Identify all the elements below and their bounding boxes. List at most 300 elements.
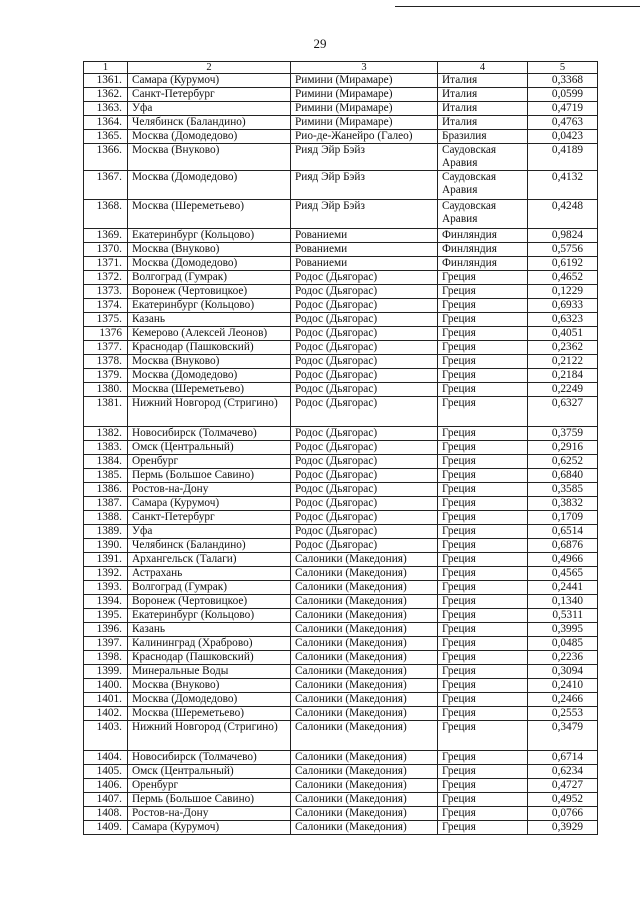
- row-number-cell: 1379.: [84, 369, 128, 383]
- table-row: [84, 483, 598, 497]
- origin-airport-cell: Новосибирск (Толмачево): [128, 427, 291, 441]
- table-row: [84, 116, 598, 130]
- table-row: [84, 679, 598, 693]
- country-cell: Саудовская Аравия: [438, 171, 528, 200]
- destination-airport-cell: Римини (Мирамаре): [291, 116, 438, 130]
- destination-airport-cell: Родос (Дьягорас): [291, 427, 438, 441]
- value-cell: 0,2184: [528, 369, 598, 383]
- origin-airport-cell: Омск (Центральный): [128, 441, 291, 455]
- table-row: [84, 427, 598, 441]
- origin-airport-cell: Екатеринбург (Кольцово): [128, 229, 291, 243]
- country-cell: Греция: [438, 327, 528, 341]
- table-row: [84, 271, 598, 285]
- origin-airport-cell: Москва (Домодедово): [128, 257, 291, 271]
- country-cell: Саудовская Аравия: [438, 144, 528, 171]
- destination-airport-cell: Салоники (Македония): [291, 751, 438, 765]
- table-row: [84, 229, 598, 243]
- origin-airport-cell: Москва (Внуково): [128, 355, 291, 369]
- country-cell: Греция: [438, 553, 528, 567]
- row-number-cell: 1398.: [84, 651, 128, 665]
- table-row: [84, 721, 598, 751]
- country-cell: Греция: [438, 623, 528, 637]
- origin-airport-cell: Уфа: [128, 102, 291, 116]
- origin-airport-cell: Волгоград (Гумрак): [128, 271, 291, 285]
- origin-airport-cell: Санкт-Петербург: [128, 511, 291, 525]
- table-row: [84, 313, 598, 327]
- destination-airport-cell: Салоники (Македония): [291, 595, 438, 609]
- country-cell: Греция: [438, 285, 528, 299]
- destination-airport-cell: Салоники (Македония): [291, 553, 438, 567]
- destination-airport-cell: Салоники (Македония): [291, 693, 438, 707]
- destination-airport-cell: Рованиеми: [291, 243, 438, 257]
- value-cell: 0,3995: [528, 623, 598, 637]
- origin-airport-cell: Москва (Шереметьево): [128, 200, 291, 229]
- value-cell: 0,2441: [528, 581, 598, 595]
- table-row: [84, 693, 598, 707]
- destination-airport-cell: Родос (Дьягорас): [291, 441, 438, 455]
- country-cell: Греция: [438, 483, 528, 497]
- destination-airport-cell: Салоники (Македония): [291, 821, 438, 835]
- country-cell: Бразилия: [438, 130, 528, 144]
- table-row: [84, 511, 598, 525]
- table-header-row: [84, 62, 598, 74]
- value-cell: 0,0599: [528, 88, 598, 102]
- country-cell: Саудовская Аравия: [438, 200, 528, 229]
- table-row: [84, 637, 598, 651]
- country-cell: Греция: [438, 525, 528, 539]
- row-number-cell: 1401.: [84, 693, 128, 707]
- table-row: [84, 102, 598, 116]
- table-row: [84, 623, 598, 637]
- country-cell: Греция: [438, 609, 528, 623]
- value-cell: 0,2553: [528, 707, 598, 721]
- table-row: [84, 369, 598, 383]
- destination-airport-cell: Салоники (Македония): [291, 721, 438, 751]
- column-header: 2: [128, 62, 291, 74]
- origin-airport-cell: Москва (Домодедово): [128, 693, 291, 707]
- value-cell: 0,0766: [528, 807, 598, 821]
- country-cell: Италия: [438, 88, 528, 102]
- table-row: [84, 707, 598, 721]
- value-cell: 0,6323: [528, 313, 598, 327]
- destination-airport-cell: Родос (Дьягорас): [291, 369, 438, 383]
- row-number-cell: 1390.: [84, 539, 128, 553]
- country-cell: Греция: [438, 693, 528, 707]
- value-cell: 0,4051: [528, 327, 598, 341]
- destination-airport-cell: Родос (Дьягорас): [291, 469, 438, 483]
- value-cell: 0,4132: [528, 171, 598, 200]
- table-row: [84, 285, 598, 299]
- row-number-cell: 1384.: [84, 455, 128, 469]
- origin-airport-cell: Екатеринбург (Кольцово): [128, 299, 291, 313]
- value-cell: 0,1340: [528, 595, 598, 609]
- country-cell: Италия: [438, 102, 528, 116]
- origin-airport-cell: Ростов-на-Дону: [128, 483, 291, 497]
- origin-airport-cell: Казань: [128, 623, 291, 637]
- row-number-cell: 1407.: [84, 793, 128, 807]
- row-number-cell: 1370.: [84, 243, 128, 257]
- origin-airport-cell: Волгоград (Гумрак): [128, 581, 291, 595]
- country-cell: Греция: [438, 355, 528, 369]
- origin-airport-cell: Астрахань: [128, 567, 291, 581]
- value-cell: 0,3832: [528, 497, 598, 511]
- value-cell: 0,6327: [528, 397, 598, 427]
- table-row: [84, 144, 598, 171]
- value-cell: 0,4966: [528, 553, 598, 567]
- destination-airport-cell: Салоники (Македония): [291, 707, 438, 721]
- origin-airport-cell: Самара (Курумоч): [128, 821, 291, 835]
- country-cell: Греция: [438, 595, 528, 609]
- country-cell: Греция: [438, 441, 528, 455]
- country-cell: Финляндия: [438, 243, 528, 257]
- row-number-cell: 1363.: [84, 102, 128, 116]
- destination-airport-cell: Салоники (Македония): [291, 609, 438, 623]
- value-cell: 0,3479: [528, 721, 598, 751]
- value-cell: 0,3759: [528, 427, 598, 441]
- row-number-cell: 1409.: [84, 821, 128, 835]
- origin-airport-cell: Ростов-на-Дону: [128, 807, 291, 821]
- origin-airport-cell: Оренбург: [128, 779, 291, 793]
- row-number-cell: 1406.: [84, 779, 128, 793]
- destination-airport-cell: Родос (Дьягорас): [291, 341, 438, 355]
- destination-airport-cell: Салоники (Македония): [291, 679, 438, 693]
- row-number-cell: 1365.: [84, 130, 128, 144]
- value-cell: 0,4565: [528, 567, 598, 581]
- origin-airport-cell: Оренбург: [128, 455, 291, 469]
- country-cell: Греция: [438, 679, 528, 693]
- table-row: [84, 397, 598, 427]
- destination-airport-cell: Салоники (Македония): [291, 637, 438, 651]
- data-table: [83, 61, 598, 835]
- country-cell: Греция: [438, 779, 528, 793]
- table-row: [84, 553, 598, 567]
- row-number-cell: 1374.: [84, 299, 128, 313]
- destination-airport-cell: Рияд Эйр Бэйз: [291, 144, 438, 171]
- table-row: [84, 793, 598, 807]
- country-cell: Греция: [438, 567, 528, 581]
- country-cell: Греция: [438, 765, 528, 779]
- origin-airport-cell: Челябинск (Баландино): [128, 539, 291, 553]
- row-number-cell: 1392.: [84, 567, 128, 581]
- country-cell: Греция: [438, 793, 528, 807]
- page-number: 29: [313, 36, 327, 51]
- table-row: [84, 383, 598, 397]
- value-cell: 0,4763: [528, 116, 598, 130]
- row-number-cell: 1362.: [84, 88, 128, 102]
- table-row: [84, 200, 598, 229]
- destination-airport-cell: Родос (Дьягорас): [291, 397, 438, 427]
- row-number-cell: 1404.: [84, 751, 128, 765]
- country-cell: Финляндия: [438, 229, 528, 243]
- country-cell: Греция: [438, 511, 528, 525]
- country-cell: Греция: [438, 665, 528, 679]
- origin-airport-cell: Пермь (Большое Савино): [128, 793, 291, 807]
- origin-airport-cell: Москва (Шереметьево): [128, 707, 291, 721]
- value-cell: 0,6876: [528, 539, 598, 553]
- row-number-cell: 1391.: [84, 553, 128, 567]
- table-row: [84, 441, 598, 455]
- table-row: [84, 355, 598, 369]
- value-cell: 0,6252: [528, 455, 598, 469]
- row-number-cell: 1361.: [84, 74, 128, 88]
- destination-airport-cell: Рио-де-Жанейро (Галео): [291, 130, 438, 144]
- table-row: [84, 539, 598, 553]
- row-number-cell: 1369.: [84, 229, 128, 243]
- destination-airport-cell: Салоники (Македония): [291, 793, 438, 807]
- value-cell: 0,4189: [528, 144, 598, 171]
- value-cell: 0,6514: [528, 525, 598, 539]
- country-cell: Греция: [438, 271, 528, 285]
- row-number-cell: 1402.: [84, 707, 128, 721]
- destination-airport-cell: Рияд Эйр Бэйз: [291, 171, 438, 200]
- row-number-cell: 1364.: [84, 116, 128, 130]
- origin-airport-cell: Уфа: [128, 525, 291, 539]
- table-row: [84, 807, 598, 821]
- country-cell: Греция: [438, 313, 528, 327]
- destination-airport-cell: Родос (Дьягорас): [291, 285, 438, 299]
- destination-airport-cell: Родос (Дьягорас): [291, 455, 438, 469]
- origin-airport-cell: Нижний Новгород (Стригино): [128, 721, 291, 751]
- country-cell: Греция: [438, 821, 528, 835]
- origin-airport-cell: Пермь (Большое Савино): [128, 469, 291, 483]
- table-row: [84, 455, 598, 469]
- country-cell: Греция: [438, 707, 528, 721]
- value-cell: 0,2916: [528, 441, 598, 455]
- country-cell: Италия: [438, 74, 528, 88]
- table-row: [84, 257, 598, 271]
- row-number-cell: 1397.: [84, 637, 128, 651]
- value-cell: 0,2466: [528, 693, 598, 707]
- origin-airport-cell: Москва (Внуково): [128, 243, 291, 257]
- origin-airport-cell: Челябинск (Баландино): [128, 116, 291, 130]
- value-cell: 0,1709: [528, 511, 598, 525]
- column-header: 3: [291, 62, 438, 74]
- origin-airport-cell: Москва (Шереметьево): [128, 383, 291, 397]
- column-header: 5: [528, 62, 598, 74]
- table-row: [84, 665, 598, 679]
- destination-airport-cell: Родос (Дьягорас): [291, 299, 438, 313]
- origin-airport-cell: Самара (Курумоч): [128, 497, 291, 511]
- origin-airport-cell: Калининград (Храброво): [128, 637, 291, 651]
- value-cell: 0,4952: [528, 793, 598, 807]
- table-row: [84, 751, 598, 765]
- table-row: [84, 581, 598, 595]
- value-cell: 0,2236: [528, 651, 598, 665]
- value-cell: 0,6234: [528, 765, 598, 779]
- table-row: [84, 567, 598, 581]
- value-cell: 0,6714: [528, 751, 598, 765]
- row-number-cell: 1399.: [84, 665, 128, 679]
- row-number-cell: 1372.: [84, 271, 128, 285]
- destination-airport-cell: Рованиеми: [291, 257, 438, 271]
- row-number-cell: 1382.: [84, 427, 128, 441]
- value-cell: 0,2362: [528, 341, 598, 355]
- country-cell: Греция: [438, 341, 528, 355]
- row-number-cell: 1403.: [84, 721, 128, 751]
- destination-airport-cell: Родос (Дьягорас): [291, 483, 438, 497]
- country-cell: Греция: [438, 651, 528, 665]
- table-row: [84, 88, 598, 102]
- origin-airport-cell: Кемерово (Алексей Леонов): [128, 327, 291, 341]
- value-cell: 0,2410: [528, 679, 598, 693]
- row-number-cell: 1388.: [84, 511, 128, 525]
- destination-airport-cell: Рияд Эйр Бэйз: [291, 200, 438, 229]
- destination-airport-cell: Рованиеми: [291, 229, 438, 243]
- destination-airport-cell: Родос (Дьягорас): [291, 511, 438, 525]
- table-body: [84, 74, 598, 835]
- origin-airport-cell: Москва (Внуково): [128, 144, 291, 171]
- destination-airport-cell: Родос (Дьягорас): [291, 271, 438, 285]
- table-row: [84, 595, 598, 609]
- row-number-cell: 1405.: [84, 765, 128, 779]
- destination-airport-cell: Салоники (Македония): [291, 581, 438, 595]
- table-row: [84, 299, 598, 313]
- row-number-cell: 1396.: [84, 623, 128, 637]
- row-number-cell: 1366.: [84, 144, 128, 171]
- country-cell: Греция: [438, 383, 528, 397]
- row-number-cell: 1389.: [84, 525, 128, 539]
- row-number-cell: 1378.: [84, 355, 128, 369]
- table-row: [84, 497, 598, 511]
- origin-airport-cell: Краснодар (Пашковский): [128, 341, 291, 355]
- row-number-cell: 1376: [84, 327, 128, 341]
- destination-airport-cell: Родос (Дьягорас): [291, 313, 438, 327]
- table-row: [84, 341, 598, 355]
- country-cell: Греция: [438, 369, 528, 383]
- value-cell: 0,3929: [528, 821, 598, 835]
- destination-airport-cell: Римини (Мирамаре): [291, 74, 438, 88]
- row-number-cell: 1368.: [84, 200, 128, 229]
- destination-airport-cell: Салоники (Македония): [291, 665, 438, 679]
- origin-airport-cell: Самара (Курумоч): [128, 74, 291, 88]
- origin-airport-cell: Екатеринбург (Кольцово): [128, 609, 291, 623]
- country-cell: Греция: [438, 299, 528, 313]
- origin-airport-cell: Москва (Домодедово): [128, 171, 291, 200]
- destination-airport-cell: Салоники (Македония): [291, 567, 438, 581]
- column-header: 4: [438, 62, 528, 74]
- row-number-cell: 1375.: [84, 313, 128, 327]
- country-cell: Греция: [438, 397, 528, 427]
- value-cell: 0,5311: [528, 609, 598, 623]
- country-cell: Греция: [438, 721, 528, 751]
- value-cell: 0,2249: [528, 383, 598, 397]
- destination-airport-cell: Родос (Дьягорас): [291, 525, 438, 539]
- origin-airport-cell: Нижний Новгород (Стригино): [128, 397, 291, 427]
- table-row: [84, 327, 598, 341]
- country-cell: Финляндия: [438, 257, 528, 271]
- country-cell: Греция: [438, 751, 528, 765]
- value-cell: 0,4652: [528, 271, 598, 285]
- value-cell: 0,0423: [528, 130, 598, 144]
- row-number-cell: 1383.: [84, 441, 128, 455]
- origin-airport-cell: Воронеж (Чертовицкое): [128, 285, 291, 299]
- value-cell: 0,2122: [528, 355, 598, 369]
- row-number-cell: 1367.: [84, 171, 128, 200]
- value-cell: 0,1229: [528, 285, 598, 299]
- origin-airport-cell: Москва (Домодедово): [128, 130, 291, 144]
- destination-airport-cell: Салоники (Македония): [291, 623, 438, 637]
- destination-airport-cell: Римини (Мирамаре): [291, 102, 438, 116]
- table-row: [84, 525, 598, 539]
- table-row: [84, 651, 598, 665]
- row-number-cell: 1400.: [84, 679, 128, 693]
- destination-airport-cell: Римини (Мирамаре): [291, 88, 438, 102]
- origin-airport-cell: Краснодар (Пашковский): [128, 651, 291, 665]
- origin-airport-cell: Санкт-Петербург: [128, 88, 291, 102]
- top-rule: [395, 6, 640, 7]
- origin-airport-cell: Москва (Домодедово): [128, 369, 291, 383]
- table-row: [84, 779, 598, 793]
- row-number-cell: 1380.: [84, 383, 128, 397]
- country-cell: Греция: [438, 807, 528, 821]
- destination-airport-cell: Родос (Дьягорас): [291, 327, 438, 341]
- country-cell: Италия: [438, 116, 528, 130]
- row-number-cell: 1381.: [84, 397, 128, 427]
- row-number-cell: 1393.: [84, 581, 128, 595]
- column-header: 1: [84, 62, 128, 74]
- value-cell: 0,6840: [528, 469, 598, 483]
- row-number-cell: 1385.: [84, 469, 128, 483]
- origin-airport-cell: Воронеж (Чертовицкое): [128, 595, 291, 609]
- value-cell: 0,4248: [528, 200, 598, 229]
- country-cell: Греция: [438, 581, 528, 595]
- row-number-cell: 1387.: [84, 497, 128, 511]
- table-row: [84, 243, 598, 257]
- destination-airport-cell: Салоники (Македония): [291, 807, 438, 821]
- row-number-cell: 1377.: [84, 341, 128, 355]
- origin-airport-cell: Казань: [128, 313, 291, 327]
- country-cell: Греция: [438, 427, 528, 441]
- row-number-cell: 1371.: [84, 257, 128, 271]
- table-row: [84, 469, 598, 483]
- table-row: [84, 171, 598, 200]
- value-cell: 0,0485: [528, 637, 598, 651]
- value-cell: 0,5756: [528, 243, 598, 257]
- country-cell: Греция: [438, 469, 528, 483]
- country-cell: Греция: [438, 497, 528, 511]
- value-cell: 0,3368: [528, 74, 598, 88]
- value-cell: 0,4727: [528, 779, 598, 793]
- row-number-cell: 1394.: [84, 595, 128, 609]
- value-cell: 0,4719: [528, 102, 598, 116]
- table-row: [84, 74, 598, 88]
- table-row: [84, 765, 598, 779]
- destination-airport-cell: Родос (Дьягорас): [291, 497, 438, 511]
- destination-airport-cell: Салоники (Македония): [291, 779, 438, 793]
- value-cell: 0,9824: [528, 229, 598, 243]
- destination-airport-cell: Родос (Дьягорас): [291, 383, 438, 397]
- value-cell: 0,6192: [528, 257, 598, 271]
- value-cell: 0,3094: [528, 665, 598, 679]
- table-row: [84, 821, 598, 835]
- table-row: [84, 609, 598, 623]
- destination-airport-cell: Салоники (Македония): [291, 765, 438, 779]
- country-cell: Греция: [438, 539, 528, 553]
- origin-airport-cell: Архангельск (Талаги): [128, 553, 291, 567]
- destination-airport-cell: Родос (Дьягорас): [291, 355, 438, 369]
- country-cell: Греция: [438, 637, 528, 651]
- row-number-cell: 1408.: [84, 807, 128, 821]
- table-row: [84, 130, 598, 144]
- value-cell: 0,6933: [528, 299, 598, 313]
- value-cell: 0,3585: [528, 483, 598, 497]
- row-number-cell: 1373.: [84, 285, 128, 299]
- origin-airport-cell: Новосибирск (Толмачево): [128, 751, 291, 765]
- row-number-cell: 1386.: [84, 483, 128, 497]
- origin-airport-cell: Омск (Центральный): [128, 765, 291, 779]
- row-number-cell: 1395.: [84, 609, 128, 623]
- destination-airport-cell: Салоники (Македония): [291, 651, 438, 665]
